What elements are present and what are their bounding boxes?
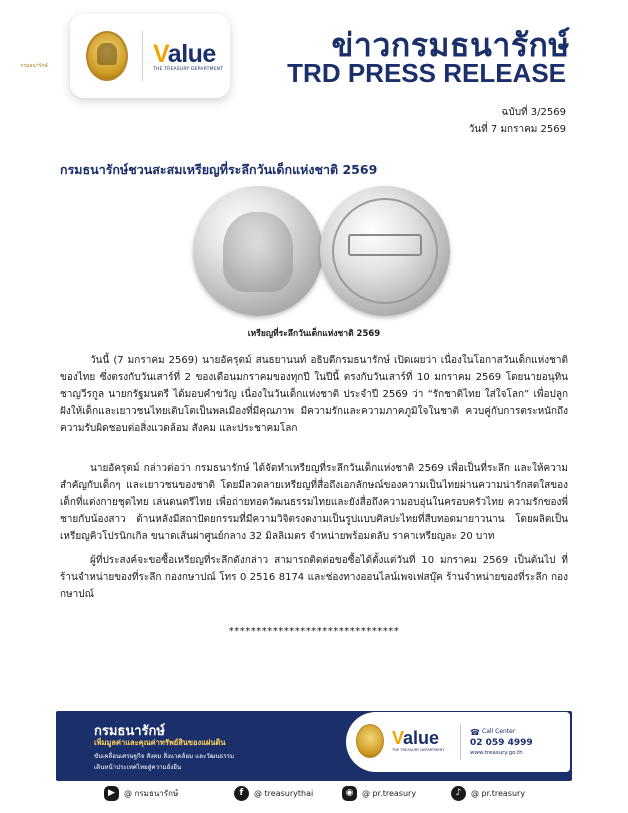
facebook-icon: f	[234, 786, 249, 801]
body-paragraph-3	[60, 552, 568, 603]
social-facebook[interactable]	[234, 782, 313, 804]
social-instagram[interactable]	[342, 782, 416, 804]
headline: กรมธนารักษ์ชวนสะสมเหรียญที่ระลึกวันเด็กแห่งชาติ 2569	[60, 162, 378, 177]
footer-value-text: alue	[403, 728, 440, 748]
footer-tagline-2: เดินหน้าประเทศไทยสู่ความยั่งยืน	[94, 764, 182, 771]
issue-date: วันที่ 7 มกราคม 2569	[468, 124, 566, 135]
youtube-icon: ▶	[104, 786, 119, 801]
press-title-thai: ข่าวกรมธนารักษ์	[331, 26, 570, 64]
paragraph-text: นายอัครุตม์ กล่าวต่อว่า กรมธนารักษ์ ได้จัดทำเหรียญที่ระลึกวันเด็กแห่งชาติ 2569 เพื่อเป็นที่ระลึก และให้ความสำคัญกับเด็กๆ และเยาวชนของชาติ โดยมีลวดลายเหรียญที่สื่อถึงเอกลักษณ์ของความเป็นไทยผ่านความน่ารักสดใสของเด็กที่แต่งกายชุดไทย เล่นดนตรีไทย เพื่อถ่ายทอดวัฒนธรรมไทยและยังสื่อถึงความอบอุ่นในครอบครัวไทย ความรักของพี่ชายกับน้องสาว ด้านหลังมีสถาปัตยกรรมที่มีความวิจิตรงดงามเป็นรูปแบบศิลปะไทยที่สืบทอดมายาวนาน โดยผลิตเป็นเหรียญคิวโปรนิกเกิล ขนาดเส้นผ่าศูนย์กลาง 32 มิลลิเมตร จำหน่ายพร้อมตลับ ราคาเหรียญละ 20 บาท	[60, 463, 568, 542]
value-logo-text: alue	[167, 39, 216, 68]
footer-slogan: เพิ่มมูลค่าและคุณค่าทรัพย์สินของแผ่นดิน	[94, 738, 226, 747]
separator: *******************************	[228, 626, 400, 637]
issue-number: ฉบับที่ 3/2569	[501, 107, 566, 118]
social-youtube[interactable]	[104, 782, 178, 804]
tiktok-handle: @ pr.treasury	[471, 788, 526, 798]
footer-value-logo	[392, 728, 439, 749]
body-paragraph-1	[60, 352, 568, 437]
social-tiktok[interactable]	[451, 782, 525, 804]
footer-seal-icon	[356, 724, 384, 758]
body-paragraph-2	[60, 460, 568, 545]
paragraph-text: วันนี้ (7 มกราคม 2569) นายอัครุตม์ สนธยานนท์ อธิบดีกรมธนารักษ์ เปิดเผยว่า เนื่องในโอกาสวันเด็กแห่งชาติของไทย ซึ่งตรงกับวันเสาร์ที่ 2 ของเดือนมกราคมของทุกปี ในปีนี้ ตรงกับวันเสาร์ที่ 10 มกราคม 2569 โดยนายอนุทิน ชาญวีรกูล นายกรัฐมนตรี ได้มอบคำขวัญ เนื่องในวันเด็กแห่งชาติ ประจำปี 2569 ว่า “รักชาติไทย ใส่ใจโลก” เพื่อปลูกฝังให้เด็กและเยาวชนไทยเติบโตเป็นพลเมืองที่มีคุณภาพ มีความรักและความภาคภูมิใจในชาติ ควบคู่กับการตระหนักถึงความรับผิดชอบต่อสิ่งแวดล้อม สังคม และประชาคมโลก	[60, 355, 568, 434]
footer-org-name: กรมธนารักษ์	[94, 724, 165, 739]
logo-divider	[142, 31, 143, 81]
treasury-seal-icon	[86, 31, 128, 81]
youtube-handle: @ กรมธนารักษ์	[124, 788, 179, 798]
paragraph-text: ผู้ที่ประสงค์จะขอซื้อเหรียญที่ระลึกดังกล่าว สามารถติดต่อขอซื้อได้ตั้งแต่วันที่ 10 มกราคม 2569 เป็นต้นไป ที่ร้านจำหน่ายของที่ระลึก กองกษาปณ์ โทร 0 2516 8174 และช่องทางออนไลน์เพจเฟสบุ๊ค ร้านจำหน่ายของที่ระลึก กองกษาปณ์	[60, 555, 568, 600]
value-logo-v: V	[153, 39, 168, 68]
tiktok-icon: ♪	[451, 786, 466, 801]
press-title-english: TRD PRESS RELEASE	[287, 58, 566, 88]
website-link[interactable]: www.treasury.go.th	[470, 750, 523, 756]
footer-tagline-1: ขับเคลื่อนเศรษฐกิจ สังคม สิ่งแวดล้อม และวัฒนธรรม	[94, 753, 235, 760]
header-logo-card	[70, 14, 230, 98]
footer-value-v: V	[392, 728, 404, 748]
value-logo-subtitle: THE TREASURY DEPARTMENT	[153, 66, 224, 72]
phone-icon: ☎	[470, 728, 480, 737]
call-center-label: Call Center	[482, 728, 516, 735]
seal-caption: กรมธนารักษ์	[20, 63, 48, 69]
issue-block	[469, 104, 566, 138]
instagram-icon: ◉	[342, 786, 357, 801]
coin-back-image	[320, 186, 450, 316]
footer-value-subtitle: THE TREASURY DEPARTMENT	[392, 748, 445, 752]
coin-front-image	[193, 186, 323, 316]
value-logo	[153, 41, 223, 72]
facebook-handle: @ treasurythai	[254, 788, 314, 798]
footer-card-divider	[460, 724, 461, 760]
call-center-number[interactable]: 02 059 4999	[470, 738, 533, 748]
image-caption: เหรียญที่ระลึกวันเด็กแห่งชาติ 2569	[247, 329, 381, 339]
instagram-handle: @ pr.treasury	[362, 788, 417, 798]
